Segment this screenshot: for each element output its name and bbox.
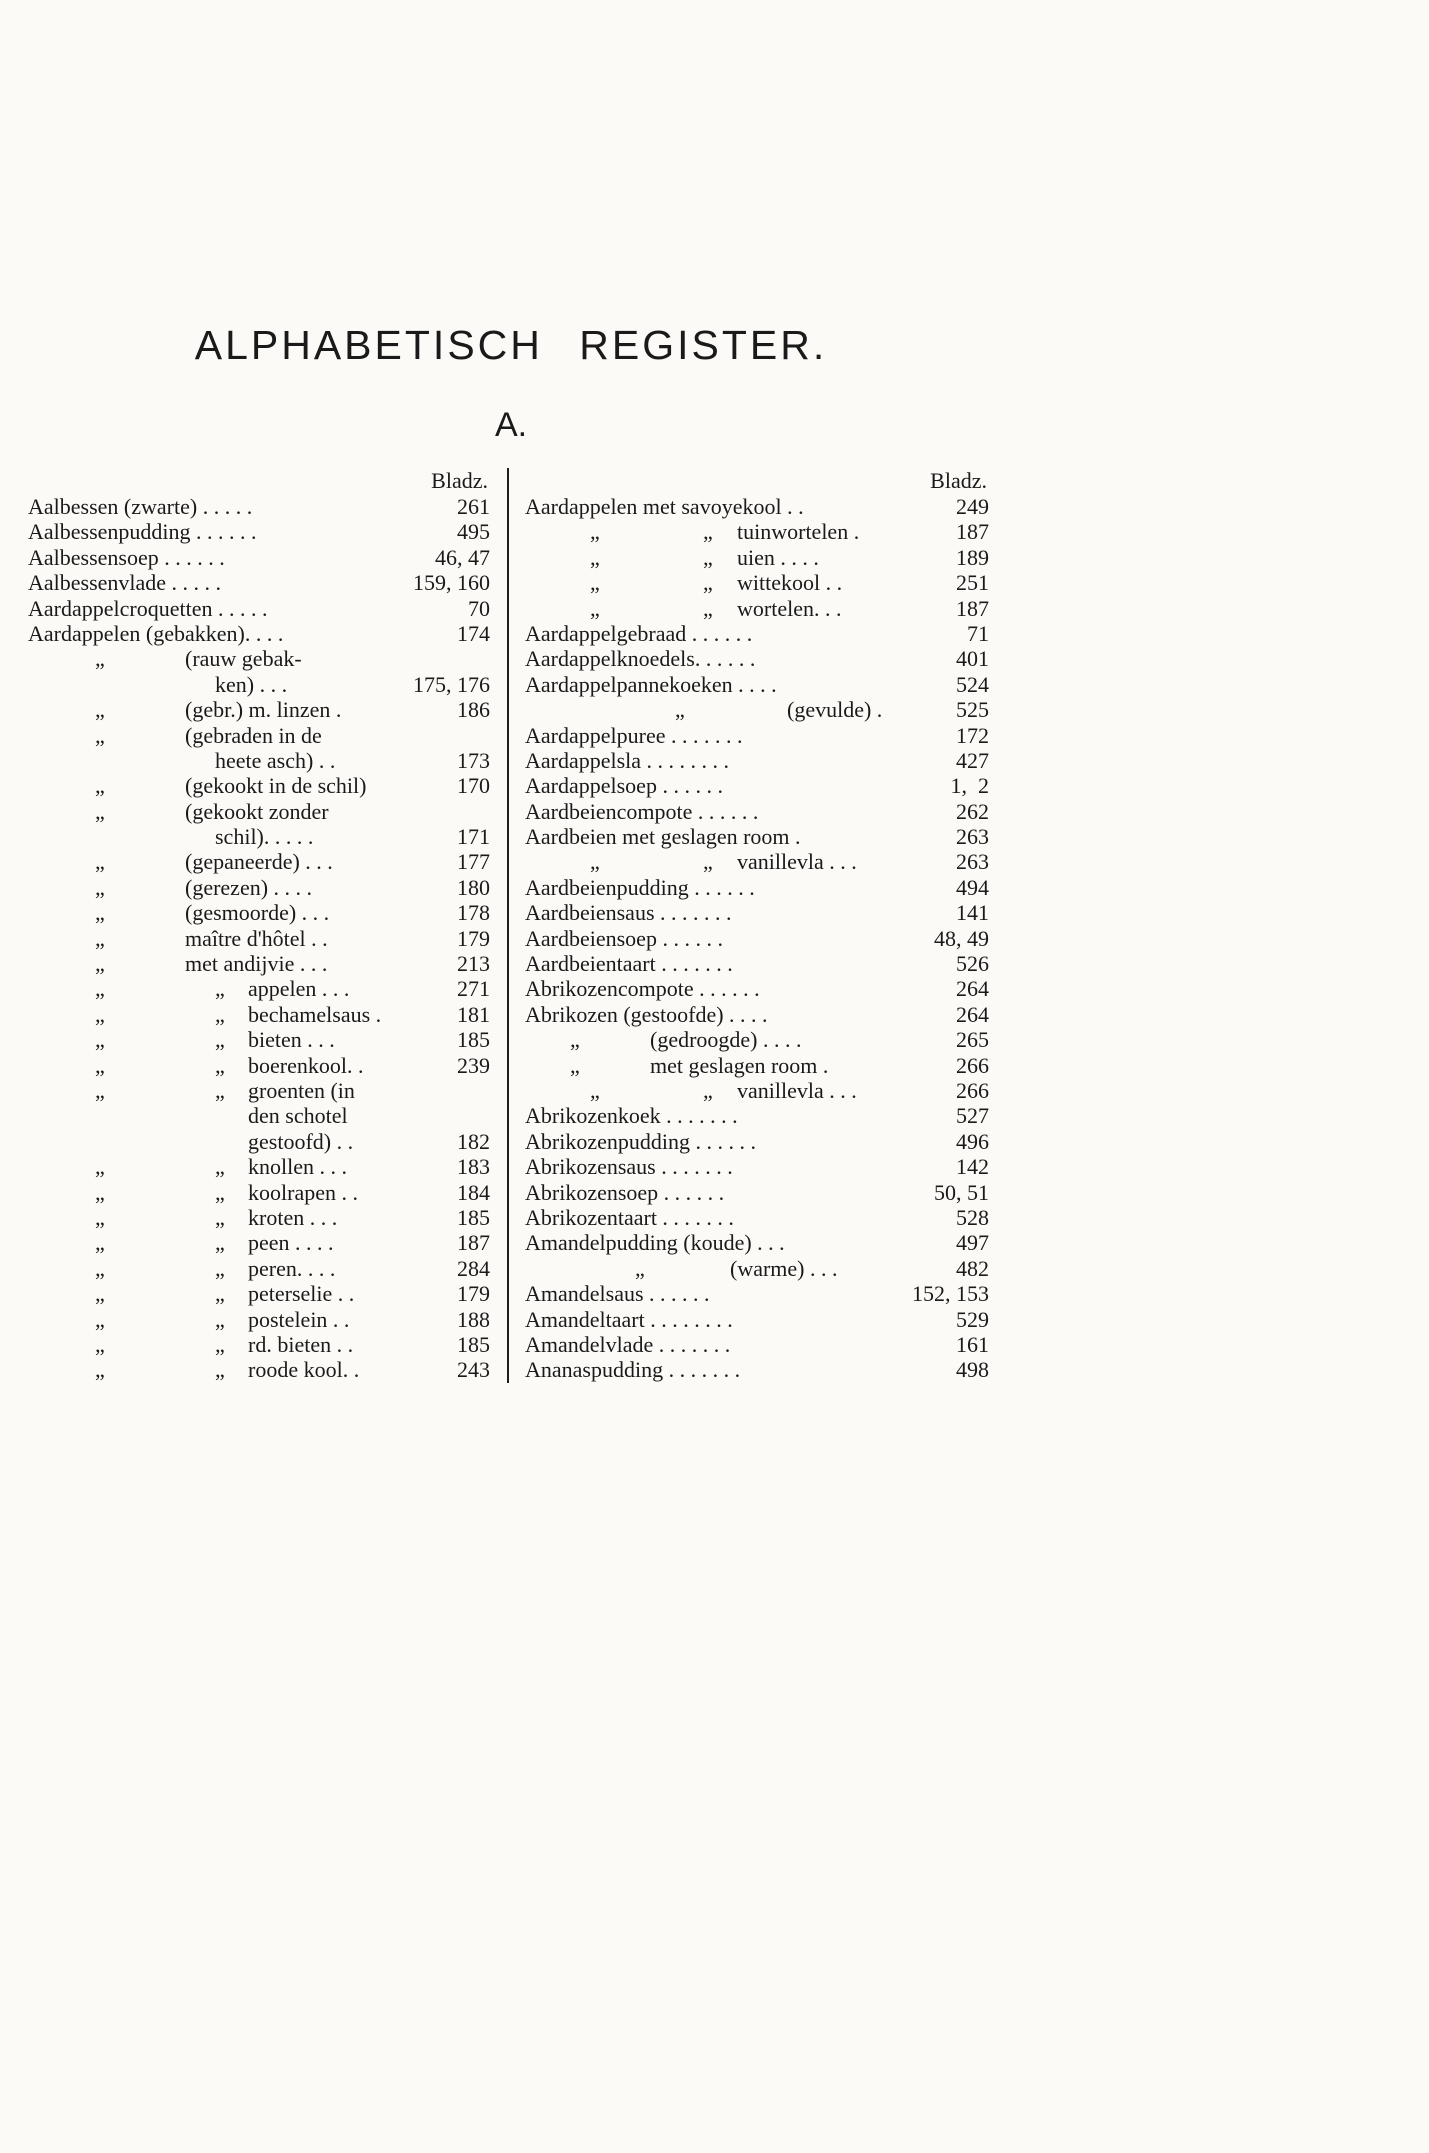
entry-text: (rauw gebak- (185, 646, 302, 672)
ditto-mark: „ (95, 1230, 105, 1256)
entry-text: Aardappelsoep . . . . . . (525, 773, 723, 799)
entry-page-number: 170 (457, 773, 490, 799)
entry-page-number: 482 (956, 1255, 989, 1281)
index-entry (28, 799, 490, 824)
index-entry (525, 697, 989, 722)
entry-text: met andijvie . . . (185, 951, 328, 977)
index-entry (525, 1129, 989, 1154)
index-entry (28, 672, 490, 697)
entry-page-number: 498 (956, 1357, 989, 1383)
index-entry (28, 1256, 490, 1281)
entry-text: Aardbeientaart . . . . . . . (525, 951, 733, 977)
entry-page-number: 263 (956, 824, 989, 850)
index-entry (525, 1078, 989, 1103)
entry-text: peterselie . . (248, 1281, 355, 1307)
entry-text: Abrikozensaus . . . . . . . (525, 1154, 733, 1180)
entry-text: Amandelpudding (koude) . . . (525, 1230, 785, 1256)
index-entry (525, 1002, 989, 1027)
entry-text: Aalbessen (zwarte) . . . . . (28, 494, 253, 519)
entry-text: uien . . . . (737, 544, 819, 570)
entry-text: peren. . . . (248, 1255, 336, 1281)
ditto-mark: „ (215, 976, 225, 1002)
index-entry (28, 1002, 490, 1027)
index-entry (28, 926, 490, 951)
entry-page-number: 187 (956, 519, 989, 545)
index-entry (28, 1129, 490, 1154)
entry-page-number: 251 (956, 570, 989, 596)
ditto-mark: „ (95, 1179, 105, 1205)
entry-page-number: 48, 49 (934, 925, 989, 951)
entry-text: (gerezen) . . . . (185, 874, 313, 900)
ditto-mark: „ (95, 849, 105, 875)
ditto-mark: „ (215, 1281, 225, 1307)
entry-text: appelen . . . (248, 976, 350, 1002)
index-entry (28, 773, 490, 798)
index-entry (28, 1230, 490, 1255)
entry-page-number: 175, 176 (413, 671, 490, 697)
column-header-bladz: Bladz. (930, 468, 987, 493)
index-entry (28, 1103, 490, 1128)
index-entry (525, 1357, 989, 1382)
ditto-mark: „ (703, 1077, 713, 1103)
entry-text: Aardappelgebraad . . . . . . (525, 620, 753, 646)
entry-page-number: 174 (457, 620, 490, 646)
entry-text: (gekookt zonder (185, 798, 329, 824)
index-entry (525, 1307, 989, 1332)
entry-page-number: 526 (956, 951, 989, 977)
entry-page-number: 141 (956, 900, 989, 926)
entry-page-number: 528 (956, 1204, 989, 1230)
entry-text: Aardappelpuree . . . . . . . (525, 722, 743, 748)
entry-text: Amandelsaus . . . . . . (525, 1281, 710, 1307)
section-letter: A. (494, 406, 528, 444)
ditto-mark: „ (95, 1331, 105, 1357)
entry-page-number: 527 (956, 1103, 989, 1129)
entry-page-number: 185 (457, 1027, 490, 1053)
entry-page-number: 186 (457, 697, 490, 723)
ditto-mark: „ (95, 1001, 105, 1027)
index-entry (525, 494, 989, 519)
index-entry (525, 519, 989, 544)
entry-text: Abrikozensoep . . . . . . (525, 1179, 725, 1205)
entry-page-number: 178 (457, 900, 490, 926)
entry-page-number: 182 (457, 1128, 490, 1154)
entry-text: schil). . . . . (215, 824, 314, 850)
entry-text: Ananaspudding . . . . . . . (525, 1357, 741, 1383)
entry-text: Amandeltaart . . . . . . . . (525, 1306, 733, 1332)
ditto-mark: „ (95, 1281, 105, 1307)
ditto-mark: „ (703, 570, 713, 596)
entry-page-number: 266 (956, 1052, 989, 1078)
entry-text: (gebr.) m. linzen . (185, 697, 342, 723)
index-entry (525, 1281, 989, 1306)
entry-text: Aardappelcroquetten . . . . . (28, 595, 268, 621)
entry-page-number: 495 (457, 519, 490, 545)
entry-page-number: 265 (956, 1027, 989, 1053)
index-entry (525, 875, 989, 900)
entry-page-number: 524 (956, 671, 989, 697)
entry-text: ken) . . . (215, 671, 288, 697)
entry-page-number: 243 (457, 1357, 490, 1383)
entry-text: boerenkool. . (248, 1052, 364, 1078)
entry-text: gestoofd) . . (248, 1128, 354, 1154)
entry-text: (gekookt in de schil) (185, 773, 367, 799)
entry-text: heete asch) . . (215, 747, 336, 773)
entry-page-number: 261 (457, 494, 490, 519)
entry-text: Aardappelen met savoyekool . . (525, 494, 804, 519)
entry-page-number: 263 (956, 849, 989, 875)
index-entry (28, 1154, 490, 1179)
entry-text: (gesmoorde) . . . (185, 900, 330, 926)
ditto-mark: „ (95, 798, 105, 824)
ditto-mark: „ (635, 1255, 645, 1281)
index-entry (28, 1357, 490, 1382)
index-entry (525, 1154, 989, 1179)
entry-text: peen . . . . (248, 1230, 334, 1256)
entry-page-number: 1, 2 (950, 773, 989, 799)
index-entry (525, 621, 989, 646)
index-entry (28, 570, 490, 595)
entry-text: (warme) . . . (730, 1255, 838, 1281)
index-entry (28, 545, 490, 570)
page-title: ALPHABETISCH REGISTER. (194, 322, 828, 368)
index-entry (28, 519, 490, 544)
entry-page-number: 264 (956, 976, 989, 1002)
ditto-mark: „ (590, 570, 600, 596)
ditto-mark: „ (95, 1306, 105, 1332)
index-entry (28, 900, 490, 925)
ditto-mark: „ (215, 1331, 225, 1357)
ditto-mark: „ (95, 925, 105, 951)
ditto-mark: „ (570, 1052, 580, 1078)
index-entry (28, 1053, 490, 1078)
entry-text: Aardbeienpudding . . . . . . (525, 874, 755, 900)
ditto-mark: „ (590, 595, 600, 621)
index-entry (28, 1281, 490, 1306)
ditto-mark: „ (95, 1154, 105, 1180)
entry-page-number: 179 (457, 925, 490, 951)
ditto-mark: „ (95, 1357, 105, 1383)
entry-text: roode kool. . (248, 1357, 360, 1383)
entry-page-number: 249 (956, 494, 989, 519)
ditto-mark: „ (95, 874, 105, 900)
index-entries-right (525, 494, 989, 1383)
entry-page-number: 179 (457, 1281, 490, 1307)
ditto-mark: „ (703, 544, 713, 570)
entry-text: knollen . . . (248, 1154, 347, 1180)
entry-page-number: 177 (457, 849, 490, 875)
index-entry (525, 1256, 989, 1281)
ditto-mark: „ (703, 595, 713, 621)
ditto-mark: „ (215, 1179, 225, 1205)
index-entry (525, 773, 989, 798)
entry-text: Abrikozentaart . . . . . . . (525, 1204, 734, 1230)
entry-page-number: 525 (956, 697, 989, 723)
entry-page-number: 188 (457, 1306, 490, 1332)
entry-page-number: 497 (956, 1230, 989, 1256)
entry-text: met geslagen room . (650, 1052, 829, 1078)
column-divider-rule (507, 468, 509, 1383)
index-entry (28, 697, 490, 722)
entry-page-number: 213 (457, 951, 490, 977)
entry-text: groenten (in (248, 1077, 355, 1103)
entry-text: Abrikozen (gestoofde) . . . . (525, 1001, 768, 1027)
ditto-mark: „ (95, 1027, 105, 1053)
index-entry (28, 875, 490, 900)
register-index (28, 468, 994, 1383)
entry-page-number: 264 (956, 1001, 989, 1027)
index-entry (525, 672, 989, 697)
index-entry (525, 1027, 989, 1052)
entry-page-number: 271 (457, 976, 490, 1002)
entry-text: maître d'hôtel . . (185, 925, 328, 951)
entry-page-number: 173 (457, 747, 490, 773)
ditto-mark: „ (215, 1255, 225, 1281)
ditto-mark: „ (215, 1001, 225, 1027)
entry-page-number: 161 (956, 1331, 989, 1357)
ditto-mark: „ (590, 544, 600, 570)
index-entry (28, 596, 490, 621)
entry-text: vanillevla . . . (737, 1077, 857, 1103)
index-entry (525, 849, 989, 874)
entry-text: vanillevla . . . (737, 849, 857, 875)
ditto-mark: „ (95, 976, 105, 1002)
ditto-mark: „ (703, 849, 713, 875)
entry-page-number: 494 (956, 874, 989, 900)
index-entry (525, 976, 989, 1001)
entry-page-number: 180 (457, 874, 490, 900)
entry-text: bieten . . . (248, 1027, 335, 1053)
entry-text: den schotel (248, 1103, 348, 1129)
entry-page-number: 529 (956, 1306, 989, 1332)
entry-text: Aardbeiensaus . . . . . . . (525, 900, 732, 926)
entry-text: Aardappelpannekoeken . . . . (525, 671, 777, 697)
index-entry (28, 1027, 490, 1052)
index-entry (28, 646, 490, 671)
ditto-mark: „ (215, 1052, 225, 1078)
index-entry (525, 723, 989, 748)
entry-page-number: 46, 47 (435, 544, 490, 570)
index-entry (28, 1332, 490, 1357)
index-entry (28, 824, 490, 849)
ditto-mark: „ (675, 697, 685, 723)
ditto-mark: „ (95, 1052, 105, 1078)
ditto-mark: „ (215, 1154, 225, 1180)
column-header-bladz: Bladz. (431, 468, 488, 493)
ditto-mark: „ (590, 519, 600, 545)
entry-page-number: 496 (956, 1128, 989, 1154)
ditto-mark: „ (215, 1204, 225, 1230)
entry-page-number: 172 (956, 722, 989, 748)
index-entry (28, 849, 490, 874)
entry-text: bechamelsaus . (248, 1001, 382, 1027)
index-entry (28, 951, 490, 976)
entry-text: Aardappelknoedels. . . . . . (525, 646, 756, 672)
index-entry (525, 926, 989, 951)
entry-page-number: 70 (468, 595, 490, 621)
index-entry (28, 1180, 490, 1205)
entry-page-number: 184 (457, 1179, 490, 1205)
entry-page-number: 71 (967, 620, 989, 646)
index-entry (525, 799, 989, 824)
index-entry (525, 1053, 989, 1078)
ditto-mark: „ (215, 1230, 225, 1256)
ditto-mark: „ (215, 1077, 225, 1103)
index-column-right (525, 468, 989, 1383)
entry-text: (gebraden in de (185, 722, 322, 748)
ditto-mark: „ (590, 849, 600, 875)
entry-text: Aalbessenvlade . . . . . (28, 570, 222, 596)
index-entry (525, 900, 989, 925)
index-entry (525, 545, 989, 570)
entry-text: tuinwortelen . (737, 519, 860, 545)
ditto-mark: „ (95, 697, 105, 723)
index-entry (525, 824, 989, 849)
entry-text: kroten . . . (248, 1204, 338, 1230)
entry-text: Aardbeiencompote . . . . . . (525, 798, 759, 824)
entry-page-number: 50, 51 (934, 1179, 989, 1205)
ditto-mark: „ (95, 1255, 105, 1281)
entry-page-number: 262 (956, 798, 989, 824)
entry-text: Aardappelsla . . . . . . . . (525, 747, 730, 773)
entry-text: koolrapen . . (248, 1179, 358, 1205)
index-entry (525, 1332, 989, 1357)
ditto-mark: „ (95, 1204, 105, 1230)
entry-page-number: 401 (956, 646, 989, 672)
entry-text: wittekool . . (737, 570, 843, 596)
entry-page-number: 239 (457, 1052, 490, 1078)
entry-page-number: 187 (457, 1230, 490, 1256)
index-entry (525, 1103, 989, 1128)
index-entry (525, 1205, 989, 1230)
entry-page-number: 284 (457, 1255, 490, 1281)
ditto-mark: „ (570, 1027, 580, 1053)
entry-text: Aalbessenpudding . . . . . . (28, 519, 257, 545)
index-entry (28, 1205, 490, 1230)
entry-text: Aardappelen (gebakken). . . . (28, 620, 284, 646)
entry-page-number: 266 (956, 1077, 989, 1103)
entry-page-number: 185 (457, 1331, 490, 1357)
ditto-mark: „ (590, 1077, 600, 1103)
index-entry (28, 748, 490, 773)
index-entry (28, 621, 490, 646)
entry-page-number: 189 (956, 544, 989, 570)
entry-text: Aalbessensoep . . . . . . (28, 544, 225, 570)
index-entry (525, 570, 989, 595)
entry-text: wortelen. . . (737, 595, 842, 621)
index-entry (28, 1078, 490, 1103)
ditto-mark: „ (215, 1306, 225, 1332)
ditto-mark: „ (215, 1357, 225, 1383)
index-entry (525, 951, 989, 976)
ditto-mark: „ (95, 1077, 105, 1103)
entry-page-number: 171 (457, 824, 490, 850)
entry-text: rd. bieten . . (248, 1331, 354, 1357)
entry-page-number: 185 (457, 1204, 490, 1230)
index-entries-left (28, 494, 490, 1383)
entry-text: (gevulde) . (787, 697, 883, 723)
index-entry (525, 646, 989, 671)
entry-page-number: 181 (457, 1001, 490, 1027)
ditto-mark: „ (95, 646, 105, 672)
entry-page-number: 427 (956, 747, 989, 773)
entry-text: Aardbeiensoep . . . . . . (525, 925, 723, 951)
entry-text: Aardbeien met geslagen room . (525, 824, 801, 850)
ditto-mark: „ (95, 722, 105, 748)
index-entry (525, 1230, 989, 1255)
index-entry (525, 596, 989, 621)
entry-text: Amandelvlade . . . . . . . (525, 1331, 731, 1357)
entry-text: postelein . . (248, 1306, 350, 1332)
entry-text: (gedroogde) . . . . (650, 1027, 802, 1053)
entry-page-number: 187 (956, 595, 989, 621)
entry-text: Abrikozenpudding . . . . . . (525, 1128, 756, 1154)
index-entry (28, 723, 490, 748)
index-entry (28, 1307, 490, 1332)
entry-page-number: 159, 160 (413, 570, 490, 596)
entry-page-number: 183 (457, 1154, 490, 1180)
index-entry (28, 976, 490, 1001)
entry-text: (gepaneerde) . . . (185, 849, 333, 875)
entry-page-number: 142 (956, 1154, 989, 1180)
entry-text: Abrikozencompote . . . . . . (525, 976, 760, 1002)
ditto-mark: „ (95, 951, 105, 977)
ditto-mark: „ (703, 519, 713, 545)
index-entry (525, 748, 989, 773)
index-column-left (28, 468, 490, 1383)
index-entry (28, 494, 490, 519)
entry-page-number: 152, 153 (912, 1281, 989, 1307)
ditto-mark: „ (215, 1027, 225, 1053)
index-entry (525, 1180, 989, 1205)
ditto-mark: „ (95, 773, 105, 799)
ditto-mark: „ (95, 900, 105, 926)
entry-text: Abrikozenkoek . . . . . . . (525, 1103, 738, 1129)
